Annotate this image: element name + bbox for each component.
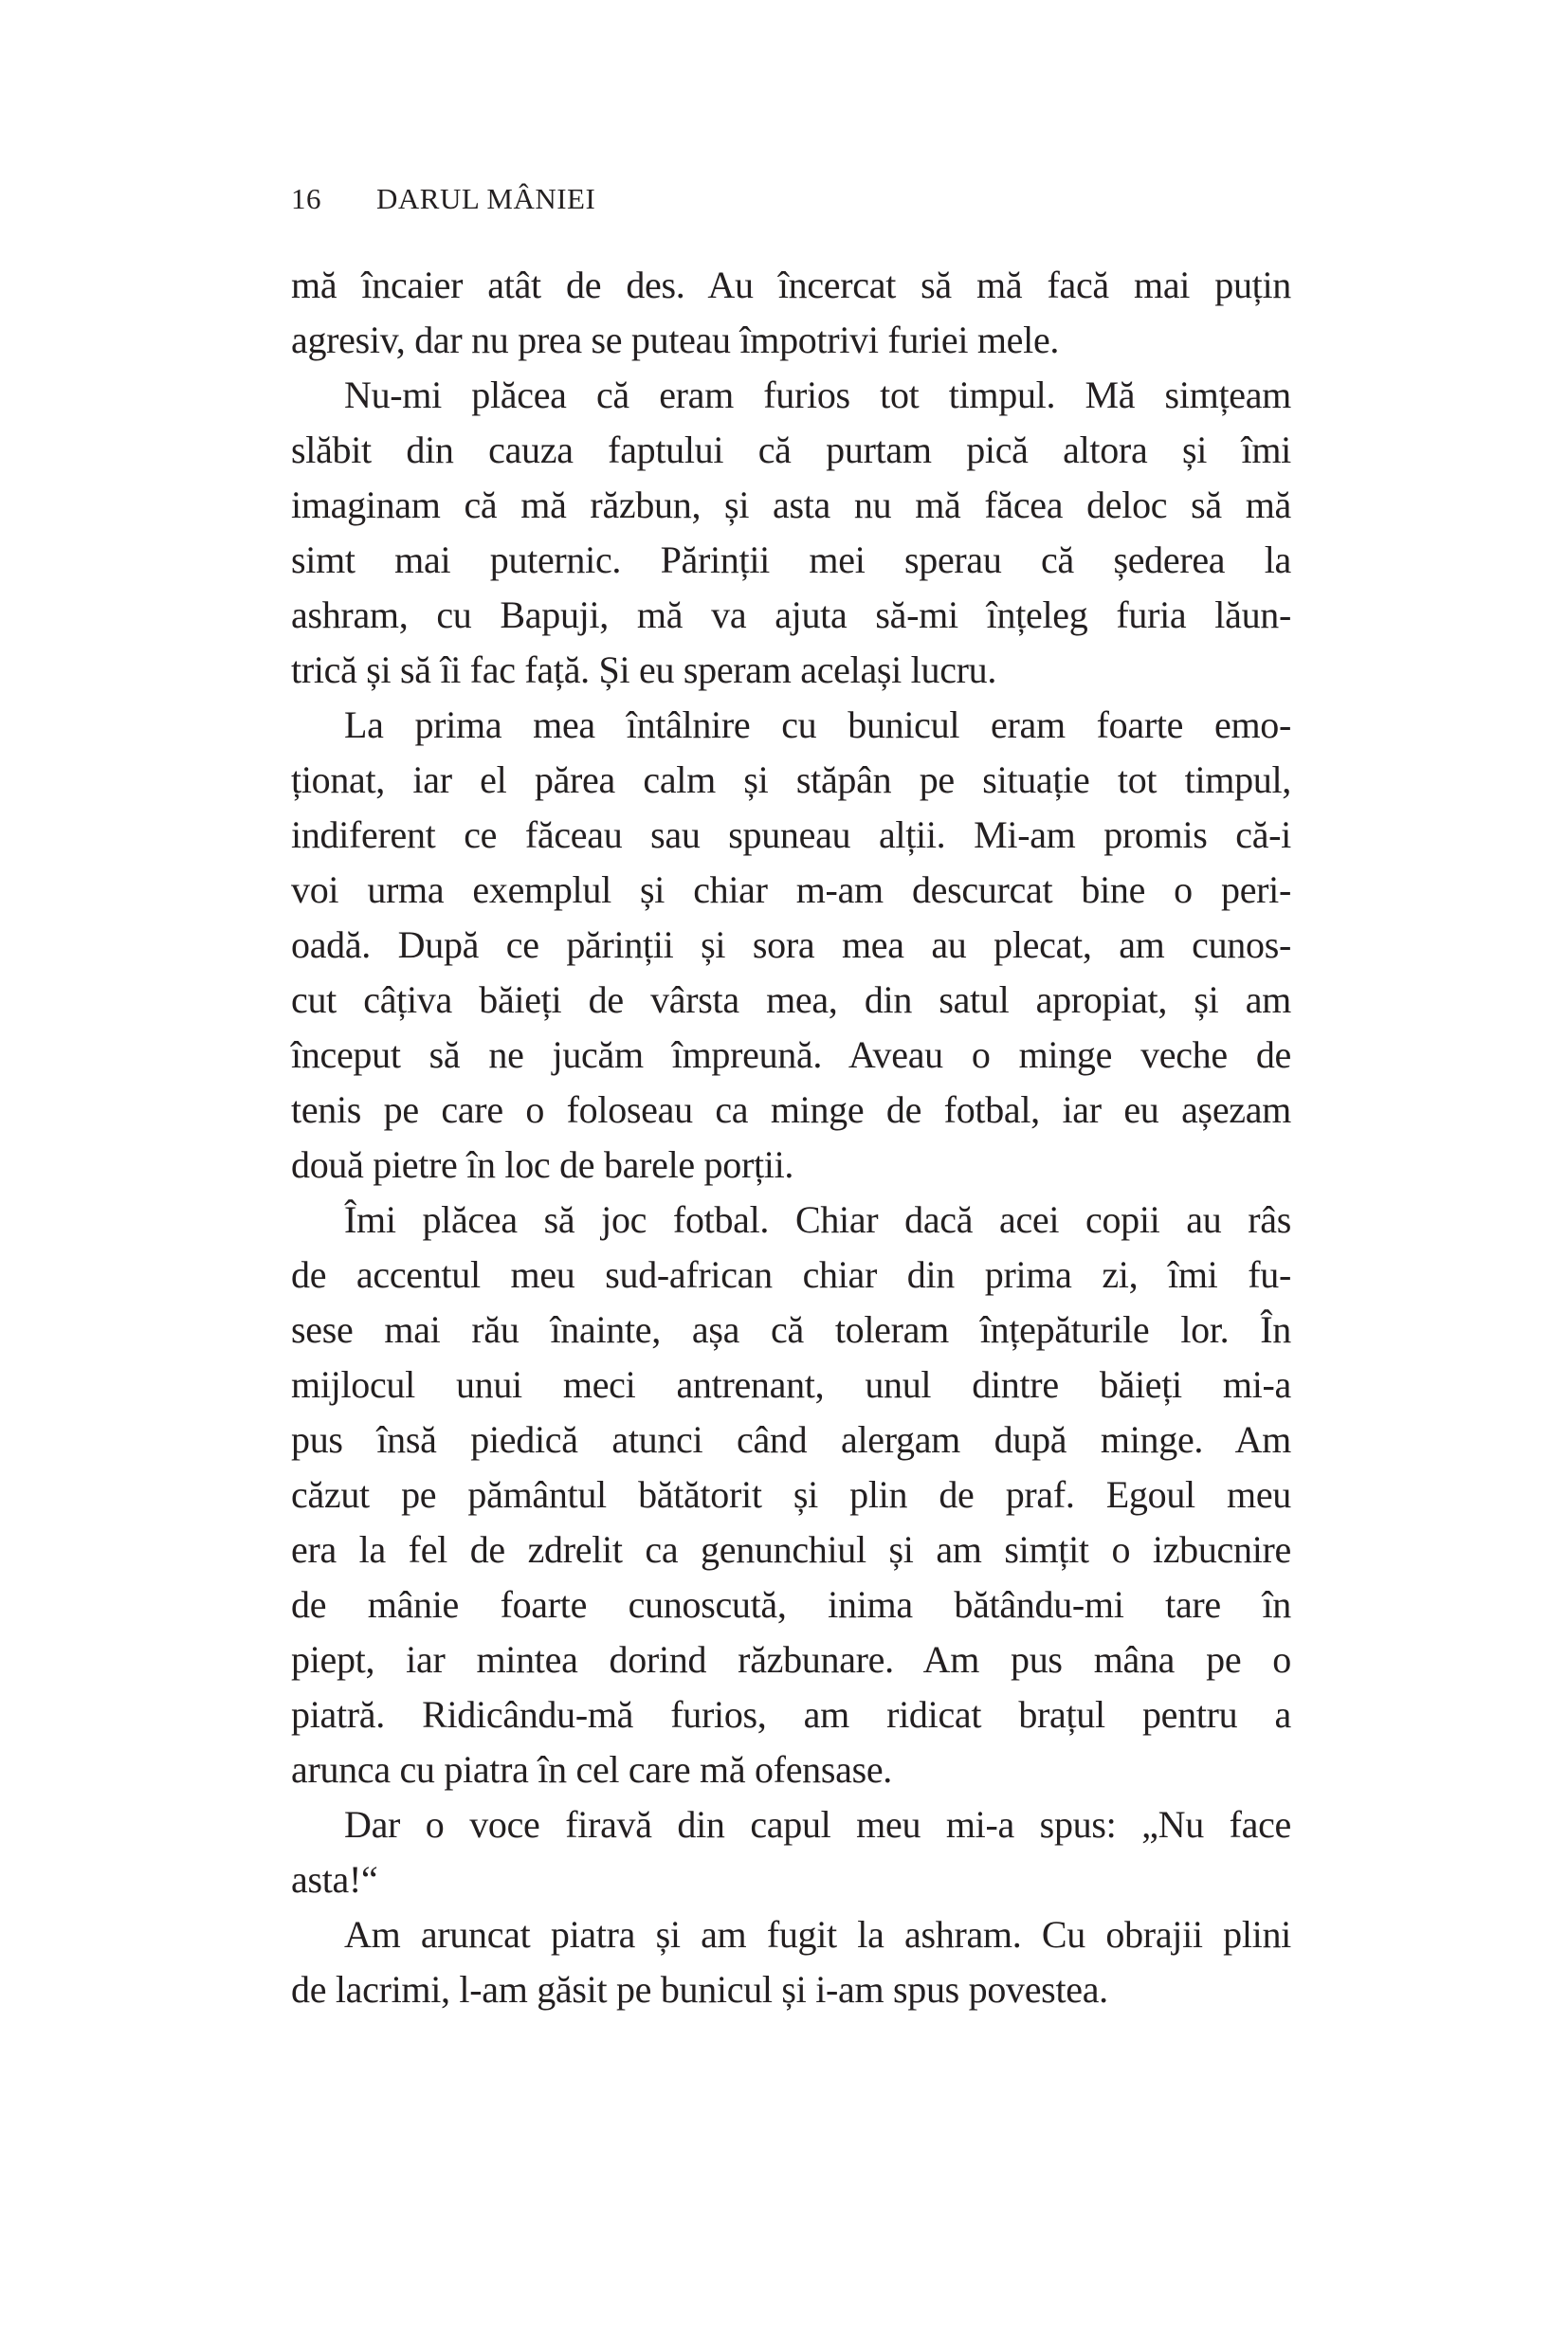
text-line: sese mai rău înainte, așa că toleram înțepăturile lor. În <box>291 1308 1291 1351</box>
text-line: început să ne jucăm împreună. Aveau o minge veche de <box>291 1033 1291 1076</box>
text-line: pus însă piedică atunci când alergam după minge. Am <box>291 1418 1291 1461</box>
text-line: de accentul meu sud-african chiar din prima zi, îmi fu- <box>291 1253 1291 1296</box>
text-line: tenis pe care o foloseau ca minge de fotbal, iar eu așezam <box>291 1088 1291 1131</box>
text-line: era la fel de zdrelit ca genunchiul și am simțit o izbucnire <box>291 1528 1291 1571</box>
text-line: căzut pe pământul bătătorit și plin de praf. Egoul meu <box>291 1473 1291 1516</box>
running-header <box>291 182 595 216</box>
text-line: oadă. După ce părinții și sora mea au plecat, am cunos- <box>291 923 1291 966</box>
text-line: indiferent ce făceau sau spuneau alții. Mi-am promis că-i <box>291 813 1291 856</box>
text-line: ashram, cu Bapuji, mă va ajuta să-mi înțeleg furia lăun- <box>291 593 1291 636</box>
text-line: de mânie foarte cunoscută, inima bătându-mi tare în <box>291 1583 1291 1626</box>
text-line: trică și să îi fac față. Și eu speram același lucru. <box>291 648 997 691</box>
body-text <box>291 258 1291 2017</box>
text-line: Nu-mi plăcea că eram furios tot timpul. Mă simțeam <box>344 374 1291 416</box>
text-line: două pietre în loc de barele porții. <box>291 1143 794 1186</box>
text-line: ționat, iar el părea calm și stăpân pe situație tot timpul, <box>291 758 1291 801</box>
text-line: imaginam că mă răzbun, și asta nu mă făcea deloc să mă <box>291 483 1291 526</box>
text-line: Am aruncat piatra și am fugit la ashram. Cu obrajii plini <box>344 1913 1291 1956</box>
text-line: Dar o voce firavă din capul meu mi-a spus: „Nu face <box>344 1803 1291 1846</box>
text-line: arunca cu piatra în cel care mă ofensase. <box>291 1748 892 1791</box>
text-line: mijlocul unui meci antrenant, unul dintre băieți mi-a <box>291 1363 1291 1406</box>
text-line: voi urma exemplul și chiar m-am descurcat bine o peri- <box>291 868 1291 911</box>
text-line: mă încaier atât de des. Au încercat să mă facă mai puțin <box>291 264 1291 306</box>
text-line: agresiv, dar nu prea se puteau împotrivi furiei mele. <box>291 319 1060 361</box>
text-line: cut câțiva băieți de vârsta mea, din satul apropiat, și am <box>291 978 1291 1021</box>
text-line: simt mai puternic. Părinții mei sperau că șederea la <box>291 538 1291 581</box>
text-line: piatră. Ridicându-mă furios, am ridicat brațul pentru a <box>291 1693 1291 1736</box>
text-line: La prima mea întâlnire cu bunicul eram foarte emo- <box>344 703 1291 746</box>
text-line: Îmi plăcea să joc fotbal. Chiar dacă acei copii au râs <box>344 1198 1291 1241</box>
text-line: piept, iar mintea dorind răzbunare. Am pus mâna pe o <box>291 1638 1291 1681</box>
text-line: asta!“ <box>291 1858 378 1901</box>
page-number: 16 <box>291 182 321 215</box>
text-line: de lacrimi, l-am găsit pe bunicul și i-am spus povestea. <box>291 1968 1108 2011</box>
text-line: slăbit din cauza faptului că purtam pică altora și îmi <box>291 428 1291 471</box>
running-title: DARUL MÂNIEI <box>376 182 596 215</box>
